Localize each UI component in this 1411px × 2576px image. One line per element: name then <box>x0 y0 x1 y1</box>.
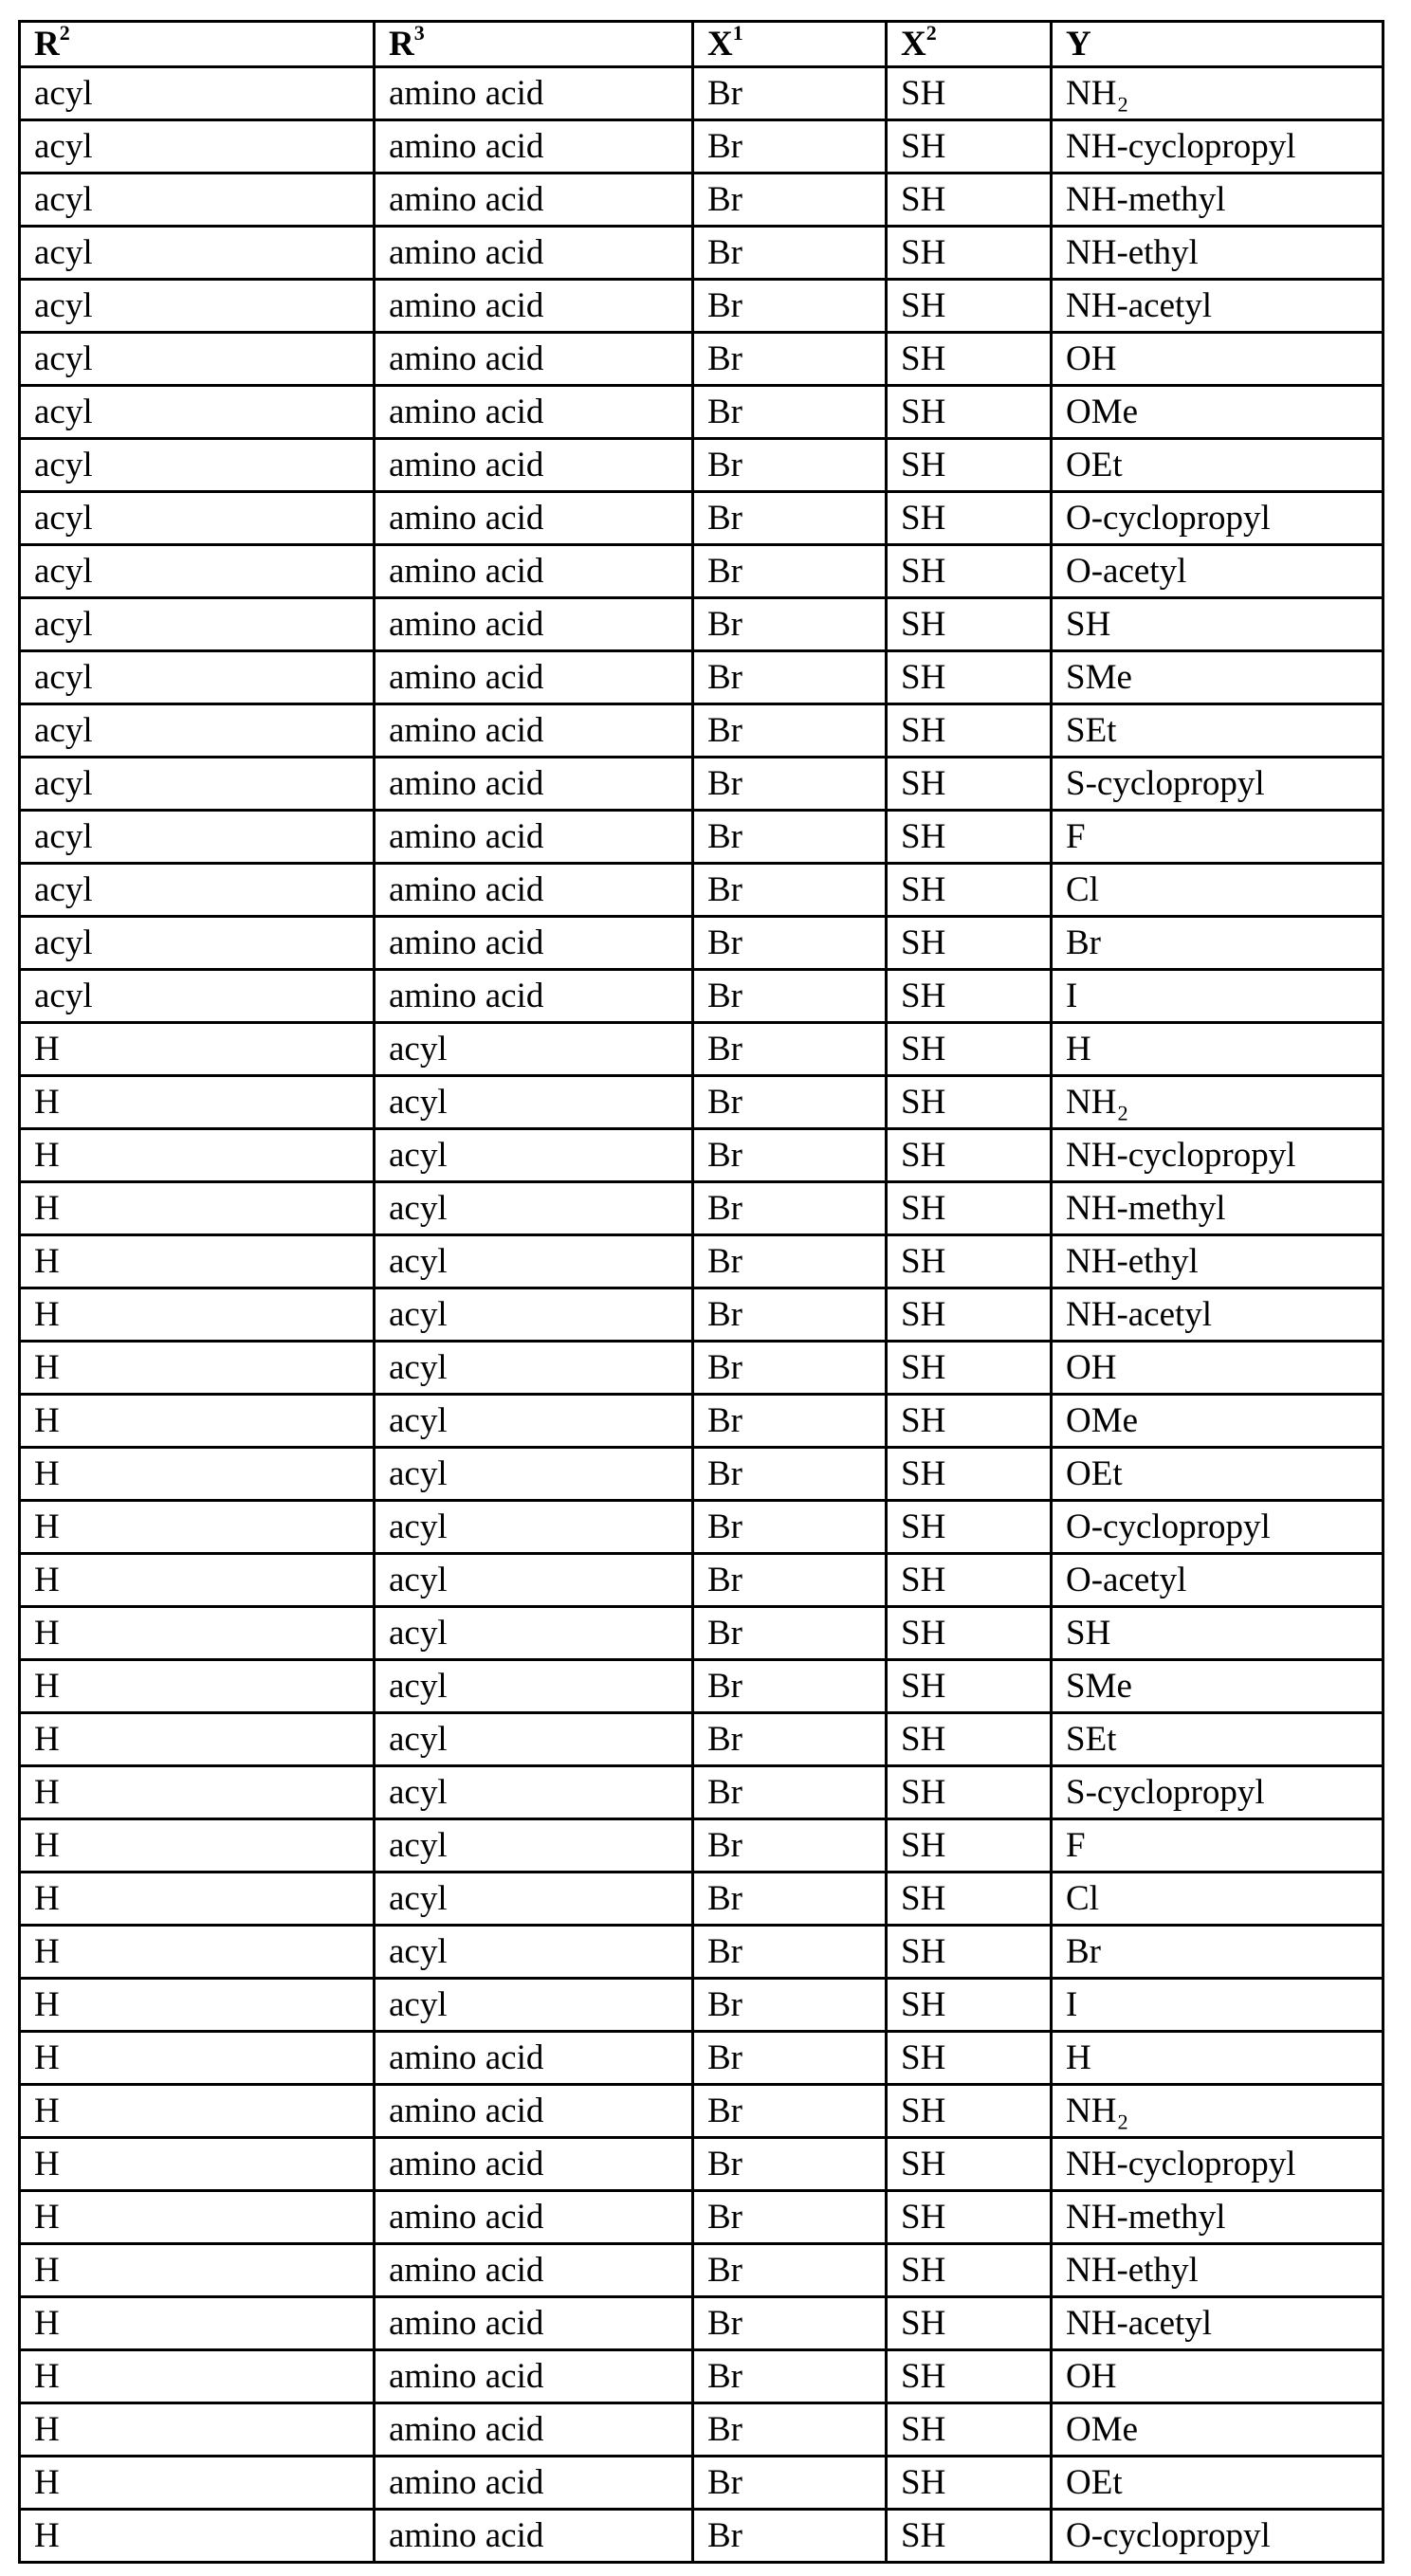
cell-x2: SH <box>887 1713 1052 1766</box>
column-header-base: R <box>34 25 60 64</box>
cell-r2: H <box>20 1448 375 1501</box>
table-row <box>20 174 1384 227</box>
cell-r2: H <box>20 1023 375 1076</box>
table-row <box>20 1713 1384 1766</box>
cell-x1: Br <box>693 1342 887 1395</box>
cell-y: NH₂ <box>1052 2085 1384 2138</box>
cell-r2: acyl <box>20 811 375 864</box>
cell-r2: acyl <box>20 386 375 439</box>
cell-r2: H <box>20 1129 375 1182</box>
cell-r2: H <box>20 1819 375 1873</box>
cell-y: O-cyclopropyl <box>1052 2510 1384 2563</box>
cell-x1: Br <box>693 864 887 917</box>
cell-x1: Br <box>693 386 887 439</box>
cell-r3: amino acid <box>375 2191 693 2244</box>
cell-r3: amino acid <box>375 2350 693 2403</box>
cell-x2: SH <box>887 2297 1052 2350</box>
table-row <box>20 2032 1384 2085</box>
cell-r2: acyl <box>20 227 375 280</box>
cell-r3: amino acid <box>375 2457 693 2510</box>
cell-x2: SH <box>887 280 1052 333</box>
cell-r3: amino acid <box>375 811 693 864</box>
cell-x1: Br <box>693 2085 887 2138</box>
table-row <box>20 1766 1384 1819</box>
cell-r2: H <box>20 1873 375 1926</box>
column-header-base: X <box>901 25 926 64</box>
cell-r2: H <box>20 2085 375 2138</box>
cell-r3: acyl <box>375 1076 693 1129</box>
cell-x2: SH <box>887 917 1052 970</box>
column-header-base: X <box>707 25 733 64</box>
cell-y: NH-cyclopropyl <box>1052 2138 1384 2191</box>
cell-r2: H <box>20 1713 375 1766</box>
cell-x2: SH <box>887 1554 1052 1607</box>
cell-x1: Br <box>693 758 887 811</box>
cell-y: S-cyclopropyl <box>1052 1766 1384 1819</box>
cell-x2: SH <box>887 598 1052 651</box>
cell-r2: H <box>20 2403 375 2457</box>
cell-x1: Br <box>693 1288 887 1342</box>
table-row <box>20 2244 1384 2297</box>
cell-x2: SH <box>887 120 1052 174</box>
cell-r3: amino acid <box>375 917 693 970</box>
column-header-superscript: 3 <box>414 21 425 45</box>
table-row <box>20 1607 1384 1660</box>
cell-r3: amino acid <box>375 864 693 917</box>
cell-x2: SH <box>887 2457 1052 2510</box>
cell-x1: Br <box>693 227 887 280</box>
cell-x1: Br <box>693 2457 887 2510</box>
cell-x2: SH <box>887 492 1052 545</box>
cell-y: NH-acetyl <box>1052 1288 1384 1342</box>
table-row <box>20 2297 1384 2350</box>
cell-y: O-cyclopropyl <box>1052 492 1384 545</box>
cell-y: F <box>1052 1819 1384 1873</box>
cell-x2: SH <box>887 1288 1052 1342</box>
cell-r2: H <box>20 1607 375 1660</box>
cell-x1: Br <box>693 1448 887 1501</box>
cell-r2: H <box>20 2457 375 2510</box>
cell-r2: H <box>20 1288 375 1342</box>
cell-r2: acyl <box>20 333 375 386</box>
cell-r3: acyl <box>375 1501 693 1554</box>
cell-r2: H <box>20 2350 375 2403</box>
cell-r2: H <box>20 1395 375 1448</box>
cell-r3: acyl <box>375 1873 693 1926</box>
table-row <box>20 492 1384 545</box>
cell-x1: Br <box>693 2297 887 2350</box>
column-header-y <box>1052 22 1384 67</box>
table-row <box>20 970 1384 1023</box>
cell-x2: SH <box>887 1235 1052 1288</box>
table-row <box>20 1873 1384 1926</box>
cell-y: Cl <box>1052 864 1384 917</box>
cell-x2: SH <box>887 545 1052 598</box>
cell-x1: Br <box>693 2032 887 2085</box>
cell-y: NH-ethyl <box>1052 1235 1384 1288</box>
table-row <box>20 1395 1384 1448</box>
cell-x2: SH <box>887 758 1052 811</box>
cell-r3: amino acid <box>375 492 693 545</box>
cell-y: I <box>1052 1979 1384 2032</box>
cell-x2: SH <box>887 864 1052 917</box>
table-row <box>20 651 1384 704</box>
cell-y: O-acetyl <box>1052 545 1384 598</box>
cell-x1: Br <box>693 280 887 333</box>
cell-r3: acyl <box>375 1660 693 1713</box>
cell-x2: SH <box>887 2138 1052 2191</box>
cell-r2: H <box>20 1076 375 1129</box>
cell-x1: Br <box>693 970 887 1023</box>
column-header-superscript: 2 <box>926 21 937 45</box>
cell-x2: SH <box>887 811 1052 864</box>
cell-x1: Br <box>693 2138 887 2191</box>
cell-r3: amino acid <box>375 280 693 333</box>
cell-x1: Br <box>693 1926 887 1979</box>
cell-r2: H <box>20 1660 375 1713</box>
table-row <box>20 386 1384 439</box>
cell-r3: amino acid <box>375 120 693 174</box>
cell-x1: Br <box>693 1607 887 1660</box>
cell-x1: Br <box>693 174 887 227</box>
cell-x2: SH <box>887 1395 1052 1448</box>
cell-r3: acyl <box>375 1129 693 1182</box>
cell-x2: SH <box>887 704 1052 758</box>
table-row <box>20 1979 1384 2032</box>
cell-x1: Br <box>693 917 887 970</box>
cell-r3: acyl <box>375 1713 693 1766</box>
cell-r3: amino acid <box>375 2244 693 2297</box>
cell-x2: SH <box>887 1766 1052 1819</box>
cell-r3: amino acid <box>375 67 693 120</box>
table-row <box>20 704 1384 758</box>
cell-x1: Br <box>693 333 887 386</box>
cell-r3: acyl <box>375 1342 693 1395</box>
table-row <box>20 917 1384 970</box>
cell-r2: H <box>20 1926 375 1979</box>
table-row <box>20 227 1384 280</box>
cell-y: NH-ethyl <box>1052 2244 1384 2297</box>
cell-x2: SH <box>887 1501 1052 1554</box>
cell-x1: Br <box>693 704 887 758</box>
cell-y: OMe <box>1052 2403 1384 2457</box>
table-row <box>20 1660 1384 1713</box>
table-row <box>20 1448 1384 1501</box>
cell-y: Cl <box>1052 1873 1384 1926</box>
cell-y: OMe <box>1052 1395 1384 1448</box>
table-row <box>20 1288 1384 1342</box>
column-header-x1 <box>693 22 887 67</box>
cell-r3: acyl <box>375 1023 693 1076</box>
cell-r3: amino acid <box>375 439 693 492</box>
cell-x1: Br <box>693 545 887 598</box>
cell-x2: SH <box>887 1926 1052 1979</box>
cell-r2: H <box>20 2191 375 2244</box>
cell-y: OH <box>1052 1342 1384 1395</box>
cell-y: OEt <box>1052 1448 1384 1501</box>
cell-r3: acyl <box>375 1979 693 2032</box>
cell-y: OH <box>1052 333 1384 386</box>
column-header-base: R <box>389 25 414 64</box>
cell-y: SMe <box>1052 1660 1384 1713</box>
table-row <box>20 67 1384 120</box>
table-row <box>20 2403 1384 2457</box>
cell-r3: acyl <box>375 1607 693 1660</box>
cell-x2: SH <box>887 1660 1052 1713</box>
cell-x1: Br <box>693 439 887 492</box>
cell-r3: amino acid <box>375 545 693 598</box>
table-row <box>20 1554 1384 1607</box>
cell-x2: SH <box>887 2350 1052 2403</box>
table-row <box>20 598 1384 651</box>
cell-x2: SH <box>887 1023 1052 1076</box>
cell-x1: Br <box>693 2191 887 2244</box>
column-header-superscript: 1 <box>733 21 743 45</box>
table-row <box>20 1342 1384 1395</box>
cell-r2: acyl <box>20 545 375 598</box>
cell-y: F <box>1052 811 1384 864</box>
cell-x2: SH <box>887 1607 1052 1660</box>
table-row <box>20 2457 1384 2510</box>
cell-y: NH-cyclopropyl <box>1052 1129 1384 1182</box>
cell-x2: SH <box>887 970 1052 1023</box>
cell-r2: acyl <box>20 492 375 545</box>
cell-r2: acyl <box>20 758 375 811</box>
cell-y: SH <box>1052 1607 1384 1660</box>
table-row <box>20 1819 1384 1873</box>
cell-r3: acyl <box>375 1766 693 1819</box>
cell-r2: acyl <box>20 864 375 917</box>
cell-x1: Br <box>693 1554 887 1607</box>
cell-r3: acyl <box>375 1819 693 1873</box>
table-row <box>20 1926 1384 1979</box>
cell-x1: Br <box>693 1501 887 1554</box>
column-header-r3 <box>375 22 693 67</box>
table-row <box>20 2085 1384 2138</box>
cell-r2: H <box>20 1501 375 1554</box>
cell-r2: acyl <box>20 917 375 970</box>
cell-x2: SH <box>887 1448 1052 1501</box>
cell-x1: Br <box>693 492 887 545</box>
cell-y: NH-acetyl <box>1052 280 1384 333</box>
cell-r3: amino acid <box>375 2138 693 2191</box>
cell-r3: acyl <box>375 1288 693 1342</box>
cell-x2: SH <box>887 1979 1052 2032</box>
cell-y: OEt <box>1052 2457 1384 2510</box>
table-row <box>20 545 1384 598</box>
table-row <box>20 811 1384 864</box>
cell-r3: acyl <box>375 1235 693 1288</box>
cell-r3: amino acid <box>375 970 693 1023</box>
cell-r2: H <box>20 1235 375 1288</box>
cell-y: NH-cyclopropyl <box>1052 120 1384 174</box>
cell-x1: Br <box>693 1819 887 1873</box>
cell-y: OEt <box>1052 439 1384 492</box>
cell-x2: SH <box>887 1129 1052 1182</box>
cell-r3: amino acid <box>375 2032 693 2085</box>
cell-r2: acyl <box>20 120 375 174</box>
cell-r3: amino acid <box>375 651 693 704</box>
cell-r2: H <box>20 2297 375 2350</box>
cell-r2: H <box>20 1342 375 1395</box>
cell-x2: SH <box>887 2032 1052 2085</box>
cell-r3: acyl <box>375 1926 693 1979</box>
cell-y: NH-ethyl <box>1052 227 1384 280</box>
cell-x2: SH <box>887 174 1052 227</box>
cell-r3: amino acid <box>375 704 693 758</box>
cell-x1: Br <box>693 1766 887 1819</box>
cell-x2: SH <box>887 439 1052 492</box>
cell-x1: Br <box>693 2510 887 2563</box>
header-row <box>20 22 1384 67</box>
cell-r2: H <box>20 1766 375 1819</box>
cell-r3: acyl <box>375 1554 693 1607</box>
table-row <box>20 280 1384 333</box>
cell-y: Br <box>1052 1926 1384 1979</box>
table-row <box>20 1501 1384 1554</box>
table-row <box>20 1235 1384 1288</box>
cell-x1: Br <box>693 2350 887 2403</box>
cell-y: O-acetyl <box>1052 1554 1384 1607</box>
cell-r3: amino acid <box>375 333 693 386</box>
cell-r3: acyl <box>375 1448 693 1501</box>
cell-x1: Br <box>693 120 887 174</box>
cell-r2: H <box>20 2032 375 2085</box>
cell-x2: SH <box>887 2403 1052 2457</box>
cell-r2: acyl <box>20 280 375 333</box>
table-row <box>20 1129 1384 1182</box>
table-row <box>20 2510 1384 2563</box>
table-row <box>20 1023 1384 1076</box>
cell-r2: H <box>20 2510 375 2563</box>
compound-table <box>18 20 1384 2564</box>
column-header-r2 <box>20 22 375 67</box>
column-header-superscript: 2 <box>60 21 70 45</box>
cell-y: OMe <box>1052 386 1384 439</box>
cell-y: I <box>1052 970 1384 1023</box>
cell-y: H <box>1052 1023 1384 1076</box>
cell-x1: Br <box>693 1076 887 1129</box>
cell-y: NH-acetyl <box>1052 2297 1384 2350</box>
cell-x1: Br <box>693 651 887 704</box>
cell-x1: Br <box>693 1395 887 1448</box>
cell-r2: H <box>20 2244 375 2297</box>
cell-x1: Br <box>693 1182 887 1235</box>
table-row <box>20 439 1384 492</box>
cell-x1: Br <box>693 598 887 651</box>
cell-r2: acyl <box>20 598 375 651</box>
cell-x1: Br <box>693 2403 887 2457</box>
cell-x1: Br <box>693 1129 887 1182</box>
cell-x2: SH <box>887 333 1052 386</box>
cell-x2: SH <box>887 1182 1052 1235</box>
cell-r3: amino acid <box>375 2085 693 2138</box>
cell-y: NH-methyl <box>1052 2191 1384 2244</box>
cell-y: NH-methyl <box>1052 174 1384 227</box>
column-header-base: Y <box>1066 25 1091 64</box>
cell-r2: H <box>20 1979 375 2032</box>
cell-x1: Br <box>693 1235 887 1288</box>
table-row <box>20 2138 1384 2191</box>
cell-r2: acyl <box>20 704 375 758</box>
cell-x1: Br <box>693 1713 887 1766</box>
cell-y: S-cyclopropyl <box>1052 758 1384 811</box>
cell-y: NH₂ <box>1052 1076 1384 1129</box>
cell-x2: SH <box>887 227 1052 280</box>
cell-r2: acyl <box>20 651 375 704</box>
cell-x1: Br <box>693 67 887 120</box>
cell-y: OH <box>1052 2350 1384 2403</box>
cell-x1: Br <box>693 2244 887 2297</box>
table-row <box>20 758 1384 811</box>
cell-r2: acyl <box>20 439 375 492</box>
cell-y: SMe <box>1052 651 1384 704</box>
cell-r3: amino acid <box>375 174 693 227</box>
cell-x2: SH <box>887 651 1052 704</box>
cell-y: SH <box>1052 598 1384 651</box>
table-row <box>20 2350 1384 2403</box>
cell-x2: SH <box>887 2244 1052 2297</box>
table-row <box>20 1182 1384 1235</box>
cell-x1: Br <box>693 1023 887 1076</box>
cell-y: SEt <box>1052 1713 1384 1766</box>
cell-x2: SH <box>887 2191 1052 2244</box>
cell-y: SEt <box>1052 704 1384 758</box>
cell-r3: amino acid <box>375 2510 693 2563</box>
cell-r3: acyl <box>375 1395 693 1448</box>
cell-x1: Br <box>693 811 887 864</box>
cell-r2: acyl <box>20 67 375 120</box>
cell-x2: SH <box>887 1873 1052 1926</box>
cell-r3: amino acid <box>375 598 693 651</box>
cell-r2: H <box>20 1554 375 1607</box>
cell-r2: H <box>20 1182 375 1235</box>
table-row <box>20 2191 1384 2244</box>
cell-y: NH₂ <box>1052 67 1384 120</box>
cell-x2: SH <box>887 67 1052 120</box>
cell-r3: amino acid <box>375 2403 693 2457</box>
cell-x1: Br <box>693 1979 887 2032</box>
cell-r3: amino acid <box>375 386 693 439</box>
cell-r2: acyl <box>20 174 375 227</box>
cell-r2: H <box>20 2138 375 2191</box>
cell-x2: SH <box>887 1342 1052 1395</box>
cell-x2: SH <box>887 386 1052 439</box>
table-row <box>20 864 1384 917</box>
table-row <box>20 333 1384 386</box>
column-header-x2 <box>887 22 1052 67</box>
cell-r3: amino acid <box>375 227 693 280</box>
cell-x2: SH <box>887 1076 1052 1129</box>
cell-r3: acyl <box>375 1182 693 1235</box>
cell-x2: SH <box>887 2510 1052 2563</box>
cell-x2: SH <box>887 1819 1052 1873</box>
table-row <box>20 120 1384 174</box>
cell-y: H <box>1052 2032 1384 2085</box>
cell-x2: SH <box>887 2085 1052 2138</box>
cell-x1: Br <box>693 1660 887 1713</box>
cell-y: Br <box>1052 917 1384 970</box>
cell-r2: acyl <box>20 970 375 1023</box>
cell-r3: amino acid <box>375 2297 693 2350</box>
table-row <box>20 1076 1384 1129</box>
cell-y: O-cyclopropyl <box>1052 1501 1384 1554</box>
cell-x1: Br <box>693 1873 887 1926</box>
cell-r3: amino acid <box>375 758 693 811</box>
cell-y: NH-methyl <box>1052 1182 1384 1235</box>
